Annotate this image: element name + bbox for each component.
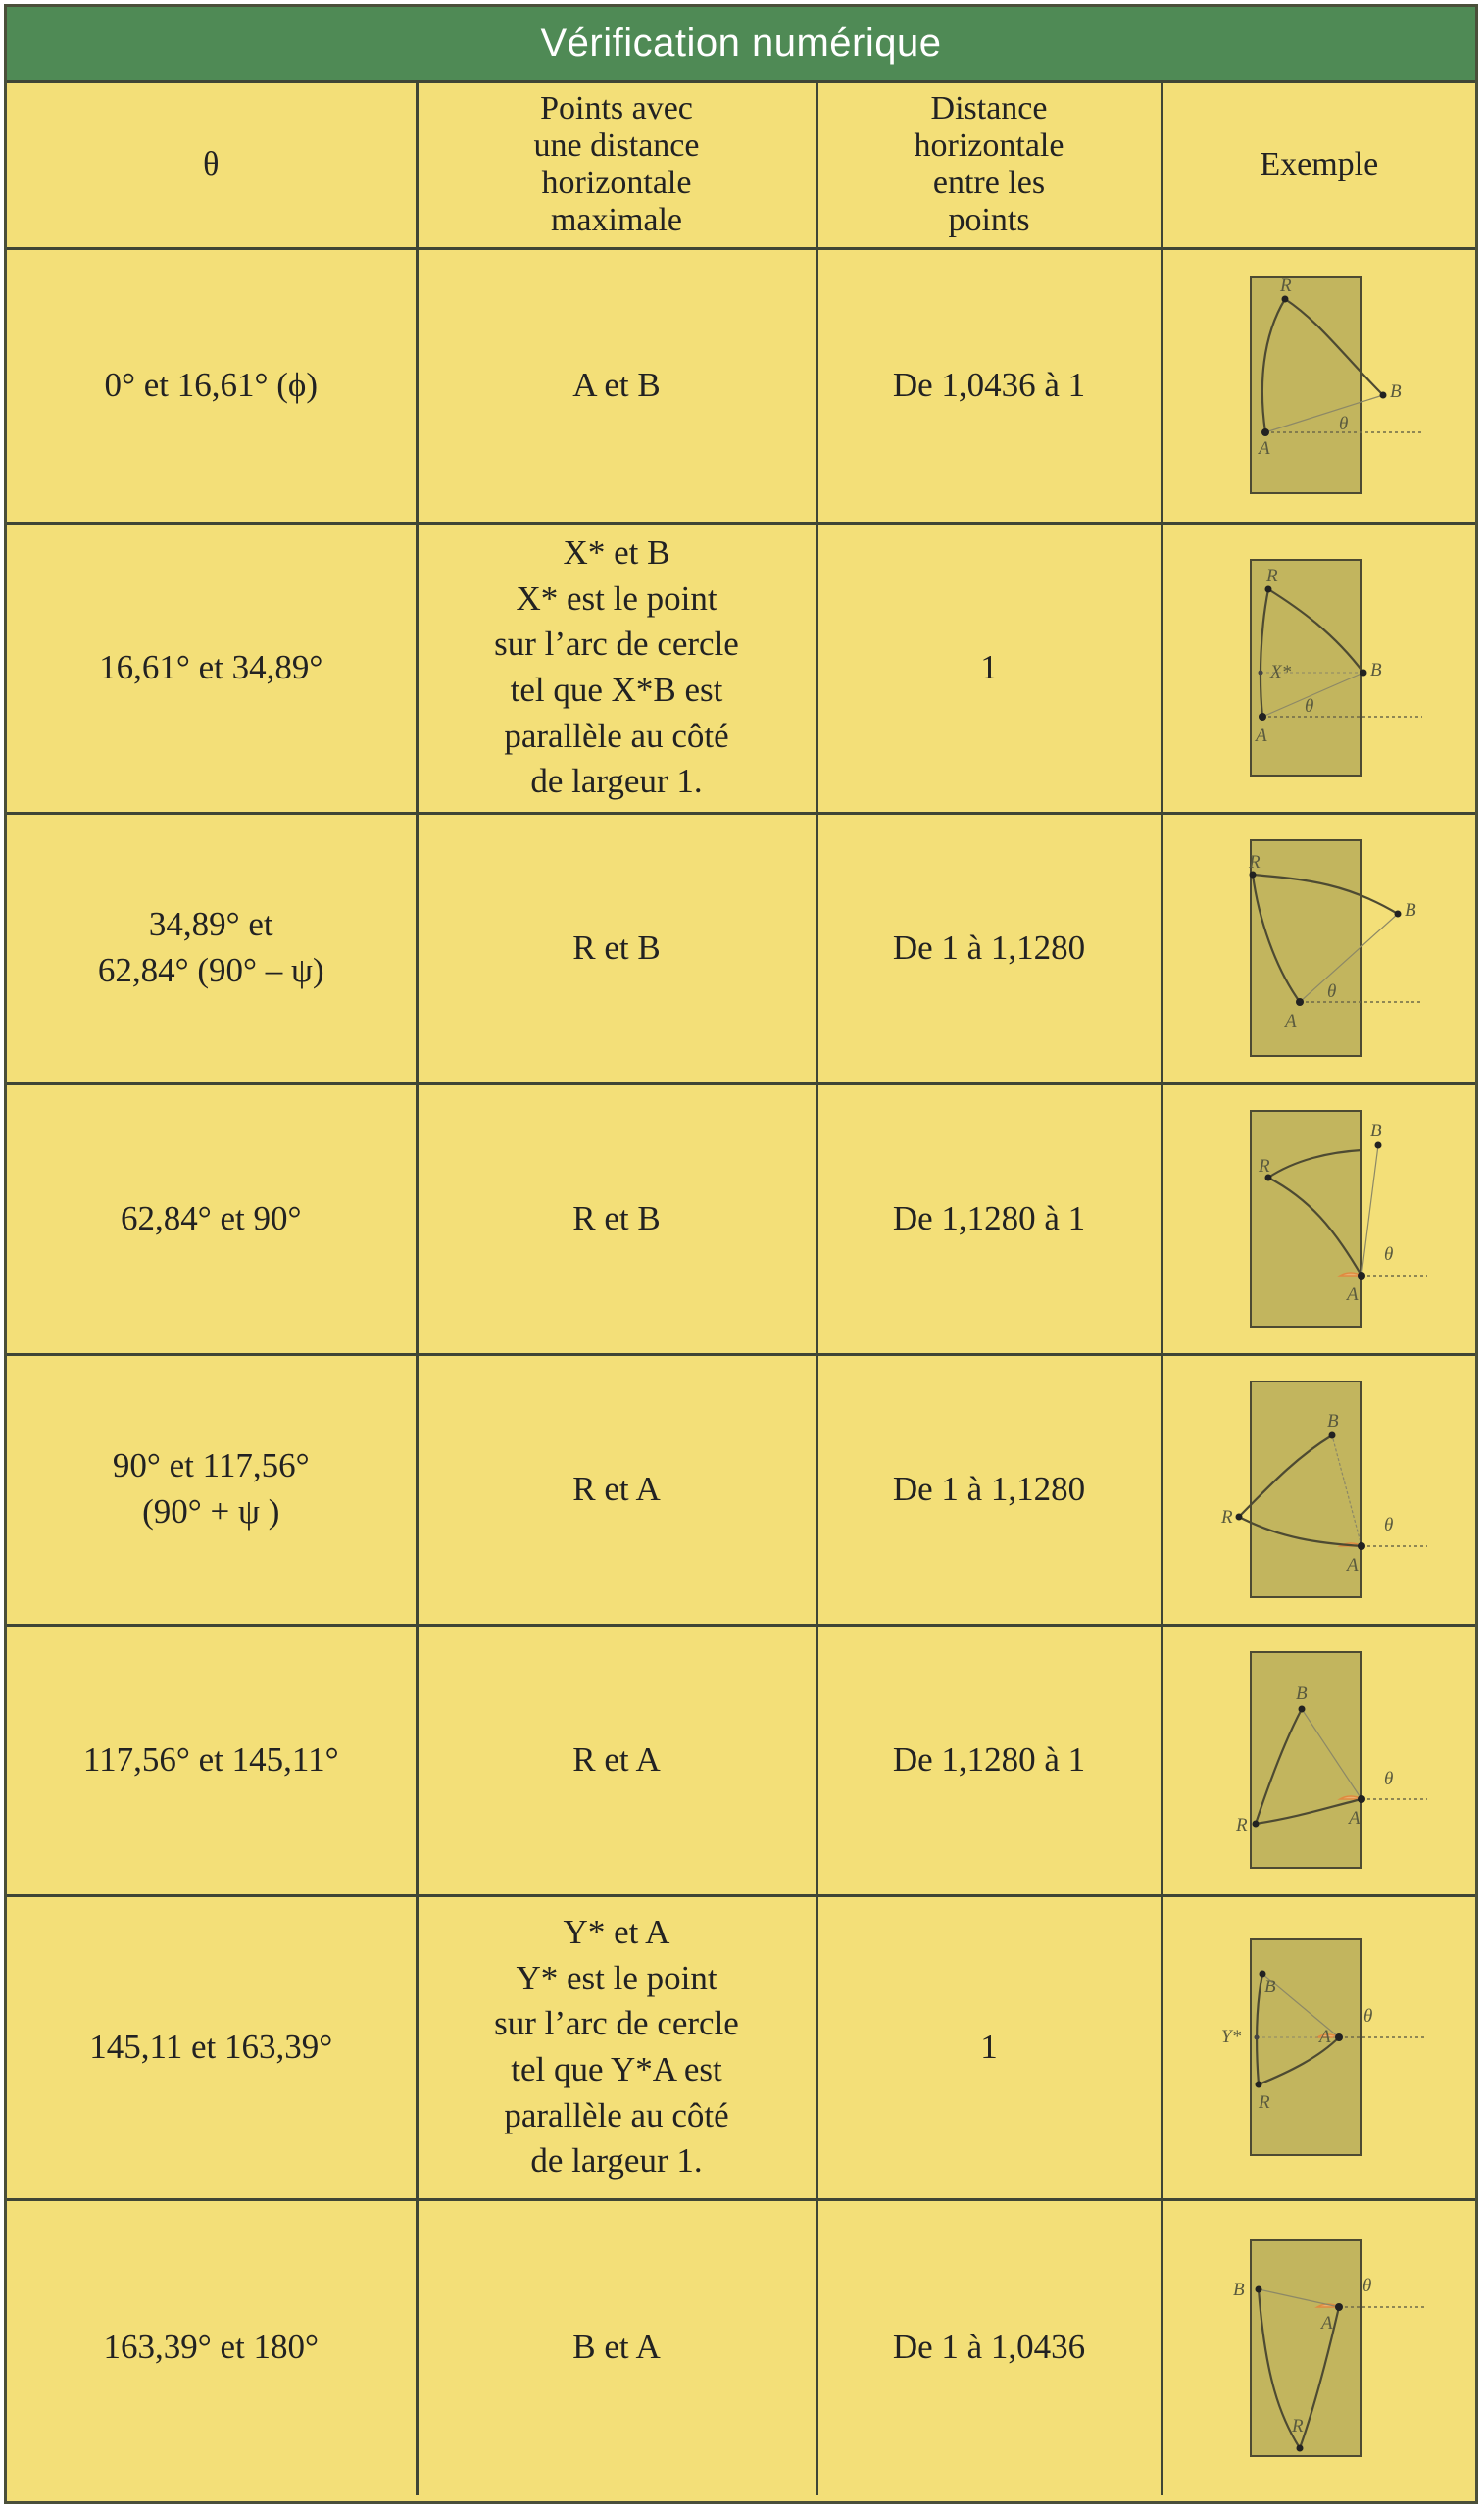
- label-B: B: [1369, 1121, 1382, 1141]
- header-distance: Distance horizontale entre les points: [816, 83, 1162, 248]
- label-R: R: [1220, 1507, 1233, 1528]
- example-cell: [1162, 2199, 1475, 2495]
- theta-cell: 0° et 16,61° (ϕ): [7, 248, 417, 523]
- label-theta: θ: [1383, 1244, 1394, 1265]
- example-diagram: [1202, 268, 1437, 503]
- label-B: B: [1369, 660, 1382, 680]
- theta-cell: 117,56° et 145,11°: [7, 1625, 417, 1895]
- label-R: R: [1279, 276, 1292, 296]
- example-cell: [1162, 523, 1475, 813]
- table-row: [7, 813, 1475, 1083]
- table-row: [7, 1354, 1475, 1625]
- label-B: B: [1295, 1683, 1308, 1704]
- points-cell: R et B: [417, 813, 816, 1083]
- label-Y: Y*: [1220, 2027, 1241, 2047]
- label-theta: θ: [1383, 1515, 1394, 1535]
- label-B: B: [1404, 900, 1416, 921]
- points-cell: R et B: [417, 1083, 816, 1354]
- points-cell: B et A: [417, 2199, 816, 2495]
- table-title: Vérification numérique: [540, 22, 942, 65]
- table-row: [7, 523, 1475, 813]
- theta-cell: 90° et 117,56° (90° + ψ ): [7, 1354, 417, 1625]
- header-row: [7, 83, 1475, 248]
- distance-cell: De 1,1280 à 1: [816, 1083, 1162, 1354]
- points-cell: R et A: [417, 1354, 816, 1625]
- distance-cell: De 1 à 1,1280: [816, 813, 1162, 1083]
- example-diagram: [1202, 550, 1437, 785]
- table-row: [7, 1895, 1475, 2199]
- example-cell: [1162, 1625, 1475, 1895]
- table-row: [7, 1083, 1475, 1354]
- points-cell: A et B: [417, 248, 816, 523]
- label-A: A: [1318, 2027, 1331, 2047]
- label-A: A: [1255, 726, 1267, 746]
- table-row: [7, 248, 1475, 523]
- example-cell: [1162, 248, 1475, 523]
- label-X: X*: [1269, 662, 1291, 682]
- label-A: A: [1346, 1284, 1359, 1305]
- label-A: A: [1348, 1808, 1360, 1829]
- theta-cell: 163,39° et 180°: [7, 2199, 417, 2495]
- example-cell: [1162, 1354, 1475, 1625]
- label-theta: θ: [1361, 2275, 1372, 2296]
- label-theta: θ: [1338, 414, 1349, 434]
- example-diagram: [1202, 1642, 1437, 1878]
- label-A: A: [1320, 2312, 1333, 2334]
- example-cell: [1162, 813, 1475, 1083]
- label-R: R: [1291, 2415, 1304, 2436]
- header-theta: θ: [7, 83, 417, 248]
- example-cell: [1162, 1083, 1475, 1354]
- distance-cell: De 1,0436 à 1: [816, 248, 1162, 523]
- theta-cell: 34,89° et 62,84° (90° – ψ): [7, 813, 417, 1083]
- theta-cell: 145,11 et 163,39°: [7, 1895, 417, 2199]
- header-example: Exemple: [1162, 83, 1475, 248]
- example-diagram: [1202, 1930, 1437, 2165]
- distance-cell: De 1 à 1,1280: [816, 1354, 1162, 1625]
- points-cell: Y* et A Y* est le point sur l’arc de cercle tel que Y*A est parallèle au côté de largeur 1.: [417, 1895, 816, 2199]
- label-A: A: [1346, 1555, 1359, 1576]
- distance-cell: De 1 à 1,0436: [816, 2199, 1162, 2495]
- label-theta: θ: [1304, 696, 1314, 717]
- label-theta: θ: [1383, 1769, 1394, 1789]
- verification-table: [7, 83, 1475, 2495]
- label-R: R: [1248, 852, 1261, 873]
- table-title-bar: [7, 7, 1475, 83]
- table-row: [7, 2199, 1475, 2495]
- label-R: R: [1265, 566, 1278, 586]
- example-diagram: [1202, 1372, 1437, 1607]
- label-R: R: [1258, 2092, 1270, 2113]
- example-diagram: [1202, 1101, 1437, 1336]
- label-B: B: [1232, 2279, 1245, 2300]
- verification-table-frame: [4, 4, 1478, 2504]
- label-theta: θ: [1326, 981, 1337, 1002]
- theta-cell: 62,84° et 90°: [7, 1083, 417, 1354]
- distance-cell: 1: [816, 523, 1162, 813]
- example-cell: [1162, 1895, 1475, 2199]
- theta-cell: 16,61° et 34,89°: [7, 523, 417, 813]
- example-diagram: [1202, 830, 1437, 1066]
- distance-cell: 1: [816, 1895, 1162, 2199]
- distance-cell: De 1,1280 à 1: [816, 1625, 1162, 1895]
- points-cell: X* et B X* est le point sur l’arc de cercle tel que X*B est parallèle au côté de largeur 1.: [417, 523, 816, 813]
- label-R: R: [1235, 1815, 1248, 1835]
- label-theta: θ: [1362, 2006, 1373, 2027]
- header-points: Points avec une distance horizontale maximale: [417, 83, 816, 248]
- label-A: A: [1258, 438, 1270, 459]
- label-B: B: [1263, 1977, 1276, 1997]
- label-B: B: [1326, 1411, 1339, 1431]
- label-B: B: [1389, 381, 1402, 402]
- table-row: [7, 1625, 1475, 1895]
- points-cell: R et A: [417, 1625, 816, 1895]
- label-A: A: [1284, 1011, 1297, 1031]
- label-R: R: [1258, 1156, 1270, 1177]
- example-diagram: [1202, 2231, 1437, 2466]
